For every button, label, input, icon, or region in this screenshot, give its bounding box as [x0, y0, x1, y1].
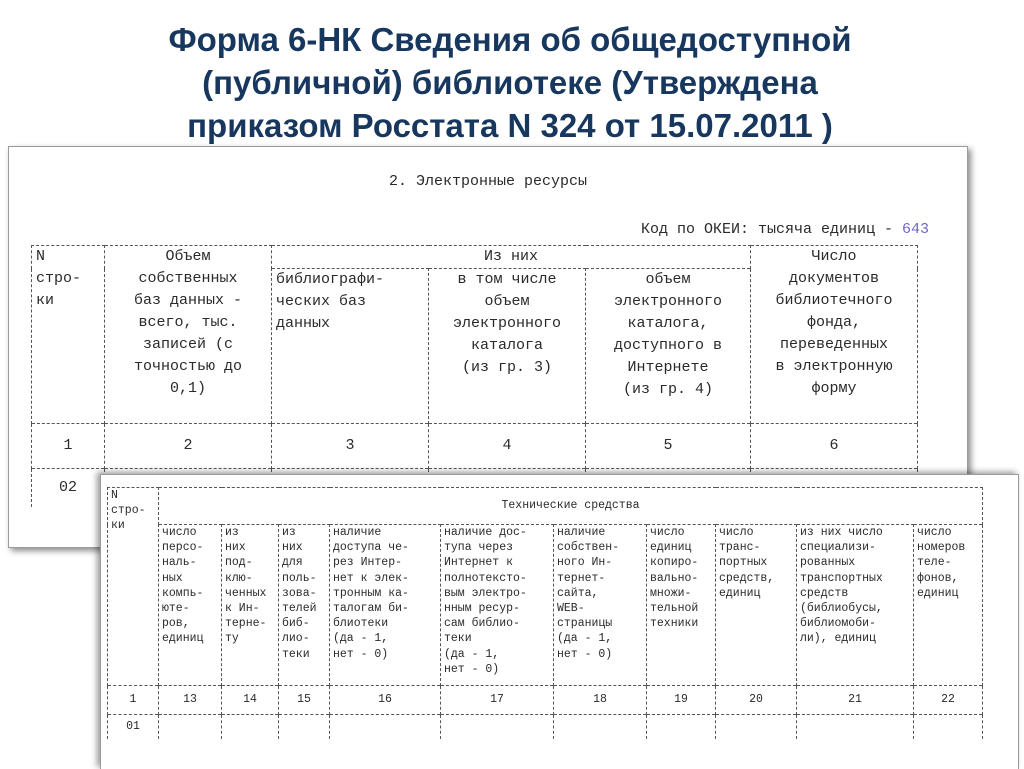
header-for-users: из них для поль- зова- телей биб- лио- теки — [279, 525, 330, 686]
data-cell — [441, 715, 554, 740]
header-copying-equipment: число единиц копиро- вально- множи- тельной техники — [647, 525, 716, 686]
electronic-resources-table — [31, 245, 918, 507]
column-number: 15 — [279, 686, 330, 715]
okei-label — [641, 221, 929, 238]
section-heading: 2. Электронные ресурсы — [388, 173, 588, 190]
okei-code: 643 — [901, 221, 929, 238]
column-number: 20 — [716, 686, 797, 715]
data-cell — [554, 715, 647, 740]
column-number: 21 — [797, 686, 914, 715]
column-number: 6 — [751, 424, 918, 469]
header-digitized-documents: Число документов библиотечного фонда, переведенных в электронную форму — [751, 246, 918, 424]
data-cell — [797, 715, 914, 740]
header-own-databases-volume: Объем собственных баз данных - всего, тыс. записей (с точностью до 0,1) — [105, 246, 272, 424]
column-number: 18 — [554, 686, 647, 715]
data-cell — [279, 715, 330, 740]
header-internet-connected: из них под- клю- ченных к Ин- терне- ту — [222, 525, 279, 686]
okei-text: Код по ОКЕИ: тысяча единиц - — [640, 221, 902, 238]
header-catalog-access: наличие доступа че- рез Интер- нет к элек- тронным ка- талогам би- блиотеки (да - 1, нет - 0) — [330, 525, 441, 686]
column-number: 19 — [647, 686, 716, 715]
data-cell — [647, 715, 716, 740]
header-electronic-catalog-volume: в том числе объем электронного каталога (из гр. 3) — [429, 269, 586, 424]
header-technical-equipment: Технические средства — [159, 488, 983, 525]
technical-equipment-table — [107, 487, 983, 739]
column-number: 3 — [272, 424, 429, 469]
header-line-number: N стро- ки — [108, 488, 159, 686]
column-number: 1 — [108, 686, 159, 715]
header-of-them: Из них — [272, 246, 751, 269]
header-line-number: N стро- ки — [32, 246, 105, 424]
data-cell — [716, 715, 797, 740]
slide-title — [40, 18, 980, 147]
column-number: 22 — [914, 686, 983, 715]
title-line-2: (публичной) библиотеке (Утверждена — [202, 64, 818, 101]
row-code: 02 — [32, 469, 105, 508]
column-number: 2 — [105, 424, 272, 469]
column-number: 5 — [586, 424, 751, 469]
header-bibliographic-databases: библиографи- ческих баз данных — [272, 269, 429, 424]
header-specialized-vehicles: из них число специализи- рованных транспортных средств (библиобусы, библиомоби- ли), единиц — [797, 525, 914, 686]
title-line-1: Форма 6-НК Сведения об общедоступной — [168, 21, 852, 58]
column-number: 16 — [330, 686, 441, 715]
header-personal-computers: число персо- наль- ных компь- юте- ров, единиц — [159, 525, 222, 686]
title-line-3: приказом Росстата N 324 от 15.07.2011 ) — [187, 107, 833, 144]
column-number: 1 — [32, 424, 105, 469]
column-number: 4 — [429, 424, 586, 469]
column-number: 13 — [159, 686, 222, 715]
row-code: 01 — [108, 715, 159, 740]
header-own-website: наличие собствен- ного Ин- тернет- сайта, WEB- страницы (да - 1, нет - 0) — [554, 525, 647, 686]
data-cell — [222, 715, 279, 740]
header-fulltext-access: наличие дос- тупа через Интернет к полнотексто- вым электро- нным ресур- сам библио- теки (да - 1, нет - 0) — [441, 525, 554, 686]
column-number: 17 — [441, 686, 554, 715]
data-cell — [914, 715, 983, 740]
header-phone-numbers: число номеров теле- фонов, единиц — [914, 525, 983, 686]
technical-equipment-form-image — [100, 474, 1019, 769]
header-vehicles: число транс- портных средств, единиц — [716, 525, 797, 686]
data-cell — [159, 715, 222, 740]
header-online-catalog-volume: объем электронного каталога, доступного в Интернете (из гр. 4) — [586, 269, 751, 424]
data-cell — [330, 715, 441, 740]
column-number: 14 — [222, 686, 279, 715]
